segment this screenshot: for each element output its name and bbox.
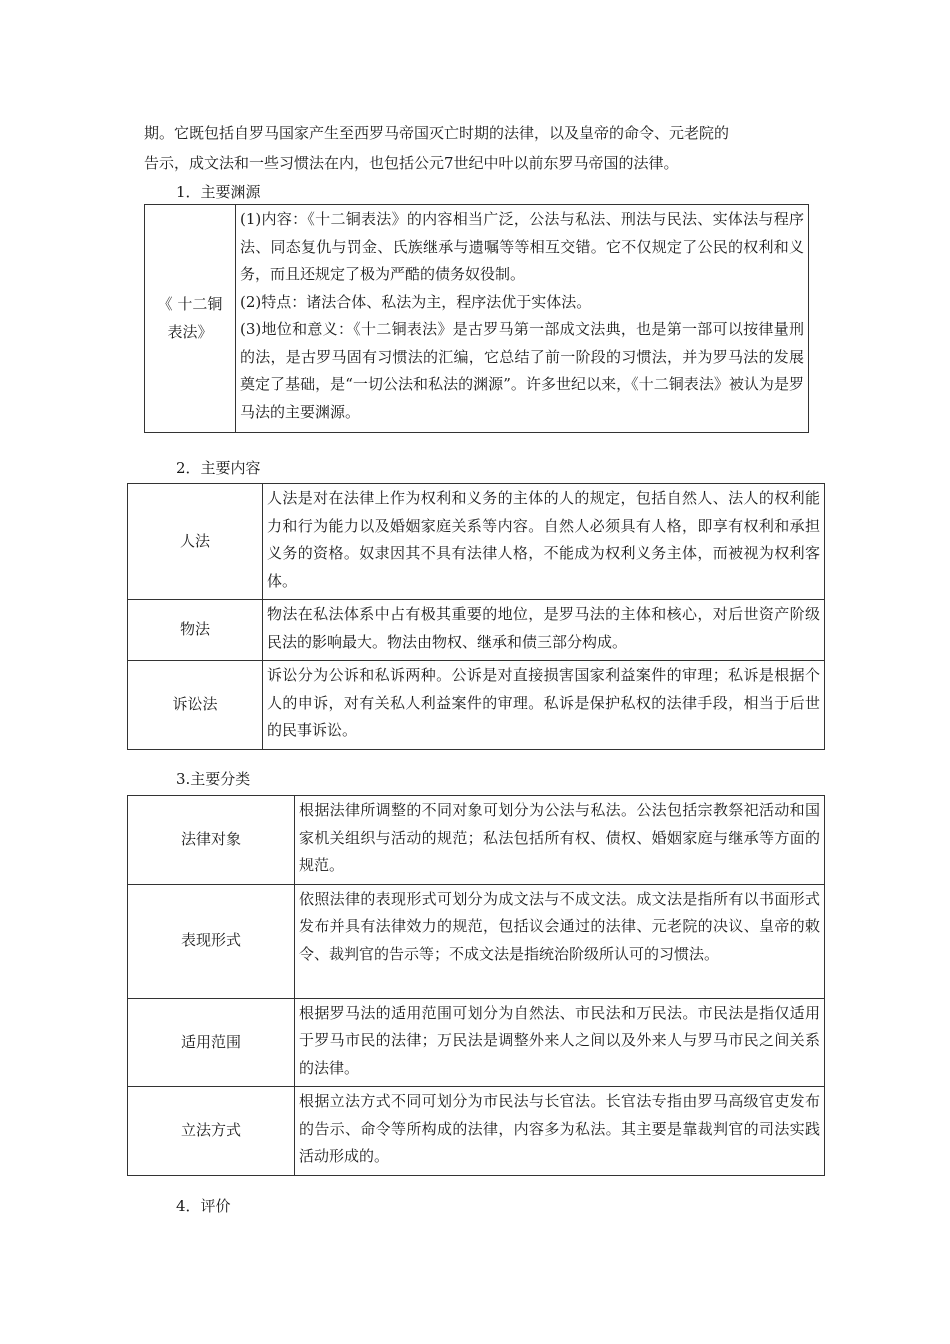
section-1-heading: 1．主要渊源 — [176, 183, 261, 201]
table-row — [128, 661, 825, 750]
section-2-heading: 2．主要内容 — [176, 459, 261, 477]
legislation-method-label: 立法方式 — [128, 1087, 295, 1176]
law-object-text: 根据法律所调整的不同对象可划分为公法与私法。公法包括宗教祭祀活动和国家机关组织与活动的规范；私法包括所有权、债权、婚姻家庭与继承等方面的规范。 — [295, 796, 825, 885]
classification-table — [127, 795, 825, 1176]
table-row — [145, 205, 809, 433]
sources-table — [144, 204, 809, 433]
section-4-heading: 4．评价 — [176, 1197, 231, 1215]
property-law-text: 物法在私法体系中占有极其重要的地位，是罗马法的主体和核心，对后世资产阶级民法的影响最大。物法由物权、继承和债三部分构成。 — [263, 600, 825, 661]
intro-line-1: 期。它既包括自罗马国家产生至西罗马帝国灭亡时期的法律，以及皇帝的命令、元老院的 — [144, 124, 730, 142]
section-3-heading: 3.主要分类 — [176, 770, 251, 788]
content-table — [127, 483, 825, 750]
procedure-law-label: 诉讼法 — [128, 661, 263, 750]
table-row — [128, 1087, 825, 1176]
property-law-label: 物法 — [128, 600, 263, 661]
table-row — [128, 998, 825, 1087]
twelve-tables-feature: (2)特点：诸法合体、私法为主，程序法优于实体法。 — [240, 292, 592, 311]
intro-paragraph — [144, 118, 808, 178]
person-law-text: 人法是对在法律上作为权利和义务的主体的人的规定，包括自然人、法人的权利能力和行为能力以及婚姻家庭关系等内容。自然人必须具有人格，即享有权利和承担义务的资格。奴隶因其不具有法律人格，不能成为权利义务主体，而被视为权利客体。 — [263, 484, 825, 600]
table-row — [128, 796, 825, 885]
table-row — [128, 884, 825, 998]
intro-line-2: 告示，成文法和一些习惯法在内，也包括公元7世纪中叶以前东罗马帝国的法律。 — [144, 154, 679, 172]
procedure-law-text: 诉讼分为公诉和私诉两种。公诉是对直接损害国家利益案件的审理；私诉是根据个人的申诉，对有关私人利益案件的审理。私诉是保护私权的法律手段，相当于后世的民事诉讼。 — [263, 661, 825, 750]
table-row — [128, 600, 825, 661]
scope-text: 根据罗马法的适用范围可划分为自然法、市民法和万民法。市民法是指仅适用于罗马市民的法律；万民法是调整外来人之间以及外来人与罗马市民之间关系的法律。 — [295, 998, 825, 1087]
twelve-tables-label: 《 十二铜表法》 — [145, 205, 236, 433]
twelve-tables-cell — [236, 205, 809, 433]
table-row — [128, 484, 825, 600]
form-text: 依照法律的表现形式可划分为成文法与不成文法。成文法是指所有以书面形式发布并具有法律效力的规范，包括议会通过的法律、元老院的决议、皇帝的敕令、裁判官的告示等；不成文法是指统治阶级所认可的习惯法。 — [295, 884, 825, 998]
twelve-tables-significance: (3)地位和意义：《十二铜表法》是古罗马第一部成文法典，也是第一部可以按律量刑的法，是古罗马固有习惯法的汇编，它总结了前一阶段的习惯法，并为罗马法的发展奠定了基础，是“一切公法和私法的渊源”。许多世纪以来，《十二铜表法》被认为是罗马法的主要渊源。 — [240, 320, 804, 421]
twelve-tables-content: (1)内容：《十二铜表法》的内容相当广泛，公法与私法、刑法与民法、实体法与程序法、同态复仇与罚金、氏族继承与遗嘱等等相互交错。它不仅规定了公民的权利和义务，而且还规定了极为严酷的债务奴役制。 — [240, 210, 804, 283]
form-label: 表现形式 — [128, 884, 295, 998]
legislation-method-text: 根据立法方式不同可划分为市民法与长官法。长官法专指由罗马高级官吏发布的告示、命令等所构成的法律，内容多为私法。其主要是靠裁判官的司法实践活动形成的。 — [295, 1087, 825, 1176]
person-law-label: 人法 — [128, 484, 263, 600]
scope-label: 适用范围 — [128, 998, 295, 1087]
law-object-label: 法律对象 — [128, 796, 295, 885]
